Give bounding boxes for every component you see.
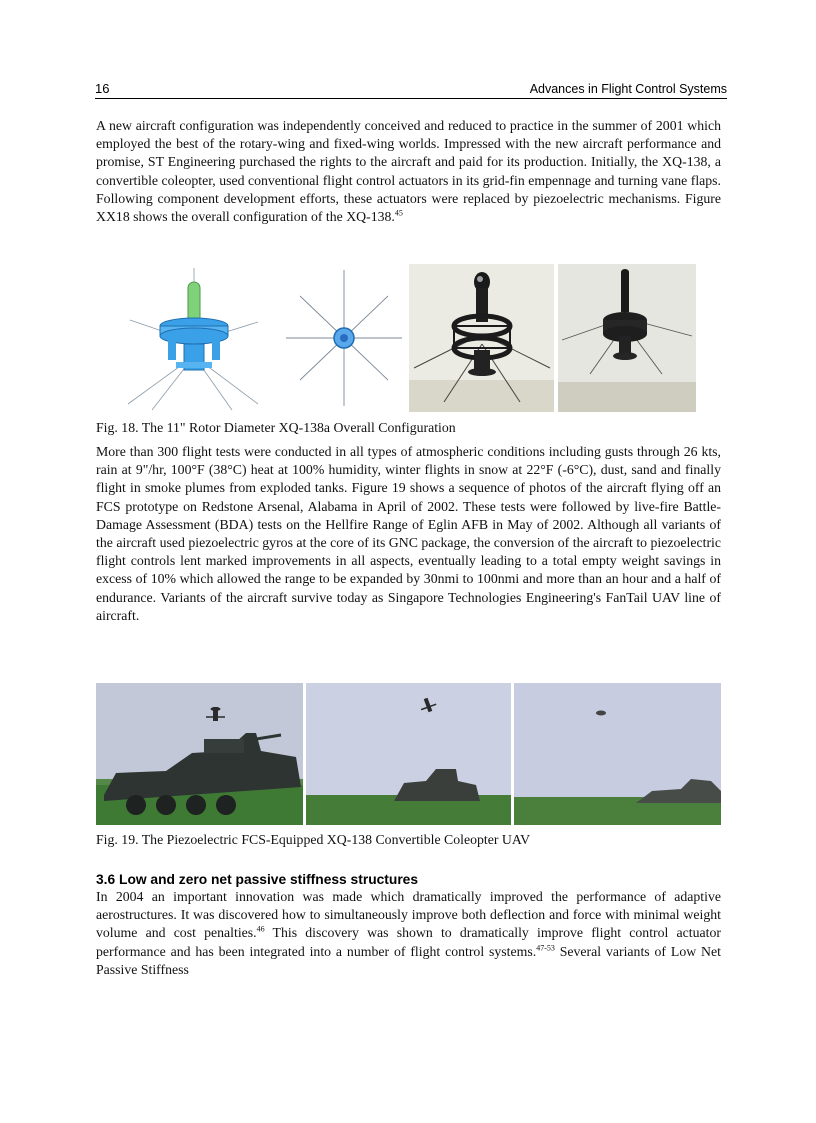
paragraph-3-part-1: In 2004 an important innovation was made which dramatically improved the performance of adaptive aerostructures. It was discovered how to simultaneously improve both deflection and force with minimal weight volume and cost penalties. <box>96 889 721 941</box>
figure-18-panel-photo-front <box>409 264 554 412</box>
figure-19-panel-climb <box>306 683 511 825</box>
figure-19-caption: Fig. 19. The Piezoelectric FCS-Equipped XQ-138 Convertible Coleopter UAV <box>96 832 531 847</box>
paragraph-1 <box>96 117 721 226</box>
figure-19-panel-takeoff <box>96 683 303 825</box>
paragraph-3-part-2: This discovery was shown to dramatically improve flight control actuator performance and has been integrated into a number of flight control systems. <box>96 925 721 959</box>
page-number: 16 <box>95 81 110 96</box>
figure-18 <box>122 264 696 412</box>
figure-18-panel-cad-side <box>122 264 262 412</box>
citation-46: 46 <box>256 924 265 934</box>
figure-19 <box>96 683 721 825</box>
running-title: Advances in Flight Control Systems <box>529 82 727 96</box>
figure-19-panel-distant <box>514 683 721 825</box>
running-header <box>95 80 727 99</box>
paragraph-2: More than 300 flight tests were conducted in all types of atmospheric conditions including gusts through 26 kts, rain at 9"/hr, 100°F (38°C) heat at 100% humidity, winter flights in snow at 22°F (-6°C), dust, sand and finally flight in smoke plumes from exploded tanks. Figure 19 shows a sequence of photos of the aircraft flying off an FCS prototype on Redstone Arsenal, Alabama in April of 2002. These tests were followed by live-fire Battle-Damage Assessment (BDA) tests on the Hellfire Range of Eglin AFB in May of 2002. Although all variants of the aircraft used piezoelectric gyros at the core of its GNC package, the conversion of the aircraft to piezoelectric flight controls lent marked improvements in all aspects, eventually leading to a total empty weight savings in excess of 10% which allowed the range to be expanded by 30nmi to 100nmi and more than an hour and a half of endurance. Variants of the aircraft survive today as Singapore Technologies Engineering's FanTail UAV line of aircraft. <box>96 444 721 623</box>
figure-18-caption: Fig. 18. The 11" Rotor Diameter XQ-138a Overall Configuration <box>96 420 456 435</box>
figure-18-panel-photo-angle <box>558 264 696 412</box>
citation-47-53: 47-53 <box>536 943 555 953</box>
paragraph-3 <box>96 888 721 979</box>
section-heading: 3.6 Low and zero net passive stiffness structures <box>96 872 419 887</box>
citation-45: 45 <box>394 208 403 218</box>
figure-18-panel-cad-top <box>282 264 406 412</box>
paragraph-3-part-3: Several variants of Low Net Passive Stiffness <box>96 943 721 977</box>
paragraph-1-text: A new aircraft configuration was independently conceived and reduced to practice in the summer of 2001 which employed the best of the rotary-wing and fixed-wing worlds. Impressed with the new aircraft performance and promise, ST Engineering purchased the rights to the aircraft and paid for its production. Initially, the XQ-138, a convertible coleopter, used conventional flight control actuators in its grid-fin empennage and turning vane flaps. Following component development efforts, these actuators were replaced by piezoelectric mechanisms. Figure XX18 shows the overall configuration of the XQ-138. <box>96 118 721 225</box>
